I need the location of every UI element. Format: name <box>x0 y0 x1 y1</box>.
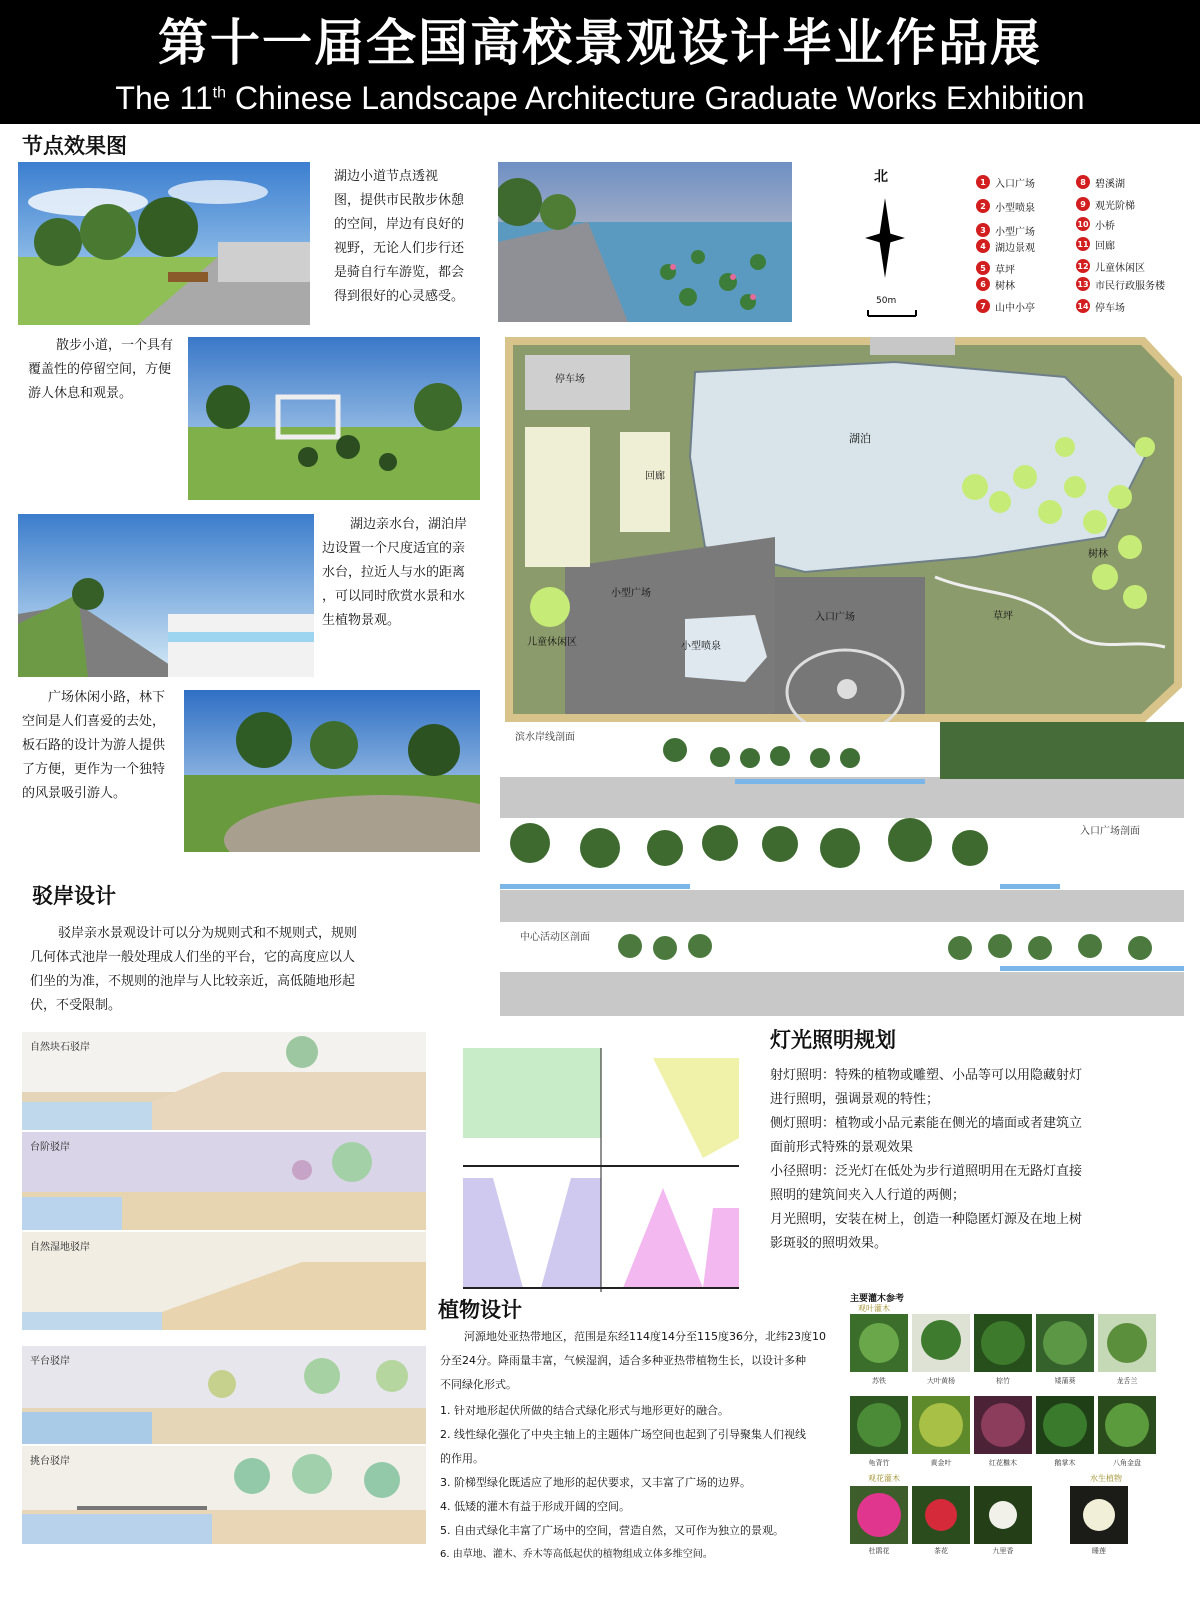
site-plan-drawing <box>505 337 1182 722</box>
plan-label-lake: 湖泊 <box>849 432 871 445</box>
scale-label: 50m <box>876 296 897 306</box>
lighting-title: 灯光照明规划 <box>770 1028 896 1052</box>
plant-thumb <box>850 1486 908 1544</box>
revetment-stepped: 台阶驳岸 <box>22 1132 426 1230</box>
north-label: 北 <box>874 169 888 185</box>
legend-item: 10 小桥 <box>1076 216 1115 232</box>
title-en: The 11th Chinese Landscape Architecture Graduate Works Exhibition <box>115 80 1085 116</box>
revetment-cantilever: 挑台驳岸 <box>22 1446 426 1544</box>
plan-label-parking: 停车场 <box>555 374 585 385</box>
plant-thumb <box>912 1486 970 1544</box>
section-label-entrance: 入口广场剖面 <box>1080 826 1140 837</box>
node-photo-lakeside-path <box>18 162 310 325</box>
node-photo-walking-path <box>188 337 480 500</box>
plant-thumb <box>974 1314 1032 1372</box>
legend-item: 14 停车场 <box>1076 298 1125 314</box>
plant-thumb <box>1036 1396 1094 1454</box>
plan-label-fountain: 小型喷泉 <box>681 641 721 652</box>
legend-item: 1 入口广场 <box>976 174 1035 190</box>
north-compass <box>860 168 940 328</box>
revetment-platform: 平台驳岸 <box>22 1346 426 1444</box>
plan-label-corridor: 回廊 <box>645 471 665 482</box>
plant-thumb <box>912 1314 970 1372</box>
plant-sub-flower: 观花灌木 <box>868 1474 900 1483</box>
plan-label-kids-area: 儿童休闲区 <box>527 637 577 648</box>
plant-ref-title: 主要灌木参考 <box>850 1294 905 1304</box>
plant-thumb <box>1070 1486 1128 1544</box>
title-cn: 第十一届全国高校景观设计毕业作品展 <box>158 14 1042 72</box>
legend-item: 11 回廊 <box>1076 236 1115 252</box>
legend-item: 9 观光阶梯 <box>1076 196 1135 212</box>
plant-thumb <box>1098 1314 1156 1372</box>
legend-item: 8 碧溪湖 <box>1076 174 1125 190</box>
plant-sub-aquatic: 水生植物 <box>1090 1474 1122 1483</box>
plant-thumb <box>974 1486 1032 1544</box>
compass-arrow-icon <box>860 168 940 328</box>
plant-thumb <box>1098 1396 1156 1454</box>
plant-thumb <box>850 1396 908 1454</box>
legend-item: 2 小型喷泉 <box>976 198 1035 214</box>
header-banner <box>0 0 1200 124</box>
plan-label-entrance: 入口广场 <box>815 612 855 623</box>
legend-item: 5 草坪 <box>976 260 1015 276</box>
plant-thumb <box>1036 1314 1094 1372</box>
revetment-title: 驳岸设计 <box>32 884 116 908</box>
legend-item: 12 儿童休闲区 <box>1076 258 1145 274</box>
site-legend <box>968 170 1192 320</box>
plant-thumb <box>974 1396 1032 1454</box>
plants-title: 植物设计 <box>438 1298 522 1322</box>
legend-item: 4 湖边景观 <box>976 238 1035 254</box>
plant-thumb <box>912 1396 970 1454</box>
section-central-activity <box>500 924 1184 1016</box>
plan-label-lawn: 草坪 <box>993 611 1013 622</box>
legend-item: 6 树林 <box>976 276 1015 292</box>
lighting-diagram <box>463 1048 739 1292</box>
section-entrance-plaza <box>500 818 1184 922</box>
plan-label-small-plaza: 小型广场 <box>611 588 651 599</box>
node-photo-plaza-path <box>184 690 480 852</box>
section-label-central: 中心活动区剖面 <box>520 932 590 943</box>
revetment-wetland: 自然湿地驳岸 <box>22 1232 426 1330</box>
section-label-waterfront: 滨水岸线剖面 <box>515 732 575 743</box>
legend-item: 7 山中小亭 <box>976 298 1035 314</box>
node-photo-lotus-pond <box>498 162 792 322</box>
legend-item: 3 小型广场 <box>976 222 1035 238</box>
nodes-title: 节点效果图 <box>22 134 127 158</box>
plant-thumb <box>850 1314 908 1372</box>
plan-label-forest: 树林 <box>1088 549 1108 560</box>
plant-sub-foliage: 观叶灌木 <box>858 1304 890 1313</box>
site-master-plan <box>505 337 1182 722</box>
section-waterfront <box>500 722 1184 818</box>
node-photo-waterfront-deck <box>18 514 314 677</box>
legend-item: 13 市民行政服务楼 <box>1076 276 1165 292</box>
revetment-natural-stone: 自然块石驳岸 <box>22 1032 426 1130</box>
